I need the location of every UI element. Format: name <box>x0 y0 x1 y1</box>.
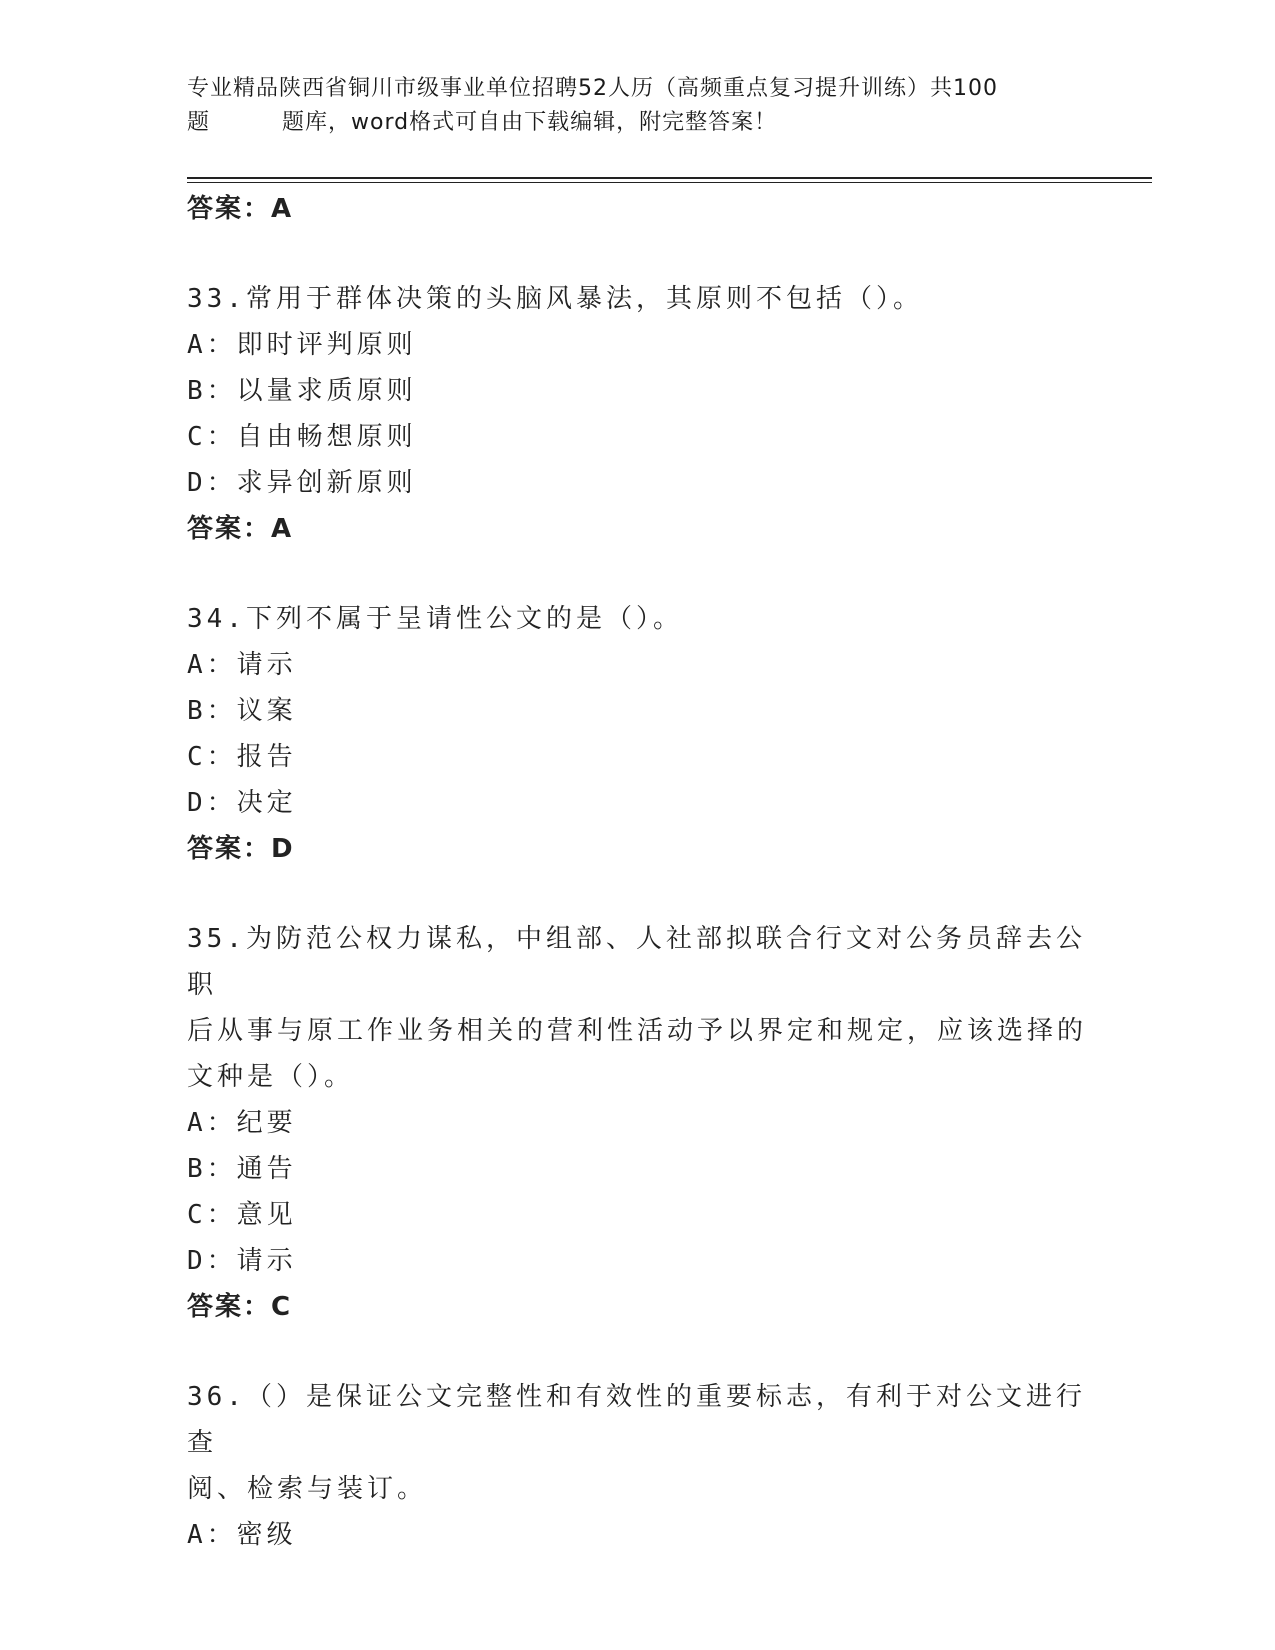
question-block <box>187 276 1087 552</box>
header-title-line2-right: 题库，word格式可自由下载编辑，附完整答案！ <box>282 110 778 135</box>
option-c: C：报告 <box>187 742 297 772</box>
header-title-line2 <box>187 106 1067 140</box>
header-title-line1: 专业精品陕西省铜川市级事业单位招聘52人历（高频重点复习提升训练）共100 <box>187 76 998 101</box>
option-a: A：密级 <box>187 1520 297 1550</box>
question-text: 34.下列不属于呈请性公文的是（）。 <box>187 604 683 634</box>
header-divider-thin <box>187 182 1152 183</box>
option-a: A：请示 <box>187 650 297 680</box>
option-a: A：即时评判原则 <box>187 330 417 360</box>
question-block <box>187 1374 1087 1558</box>
option-d: D：请示 <box>187 1246 297 1276</box>
header-title-line2-left: 题 <box>187 110 211 135</box>
answer-line: 答案：C <box>187 1292 293 1322</box>
option-b: B：以量求质原则 <box>187 376 417 406</box>
answer-line: 答案：A <box>187 194 294 224</box>
question-text-line: 36.（）是保证公文完整性和有效性的重要标志，有利于对公文进行查 <box>187 1382 1086 1458</box>
question-text-line: 文种是（）。 <box>187 1062 355 1092</box>
answer-line: 答案：A <box>187 514 294 544</box>
answer-line: 答案：D <box>187 834 295 864</box>
option-c: C：意见 <box>187 1200 297 1230</box>
option-d: D：求异创新原则 <box>187 468 417 498</box>
question-text-line: 阅、检索与装订。 <box>187 1474 428 1504</box>
question-text: 33.常用于群体决策的头脑风暴法，其原则不包括（）。 <box>187 284 923 314</box>
question-text-line: 后从事与原工作业务相关的营利性活动予以界定和规定，应该选择的 <box>187 1016 1088 1046</box>
option-a: A：纪要 <box>187 1108 297 1138</box>
header-divider-thick <box>187 177 1152 179</box>
page-header <box>187 72 1067 140</box>
question-block <box>187 596 1087 872</box>
option-b: B：通告 <box>187 1154 297 1184</box>
question-list <box>187 186 1087 1558</box>
question-block <box>187 916 1087 1330</box>
question-text-line: 35.为防范公权力谋私，中组部、人社部拟联合行文对公务员辞去公职 <box>187 924 1086 1000</box>
option-b: B：议案 <box>187 696 297 726</box>
option-d: D：决定 <box>187 788 297 818</box>
option-c: C：自由畅想原则 <box>187 422 417 452</box>
